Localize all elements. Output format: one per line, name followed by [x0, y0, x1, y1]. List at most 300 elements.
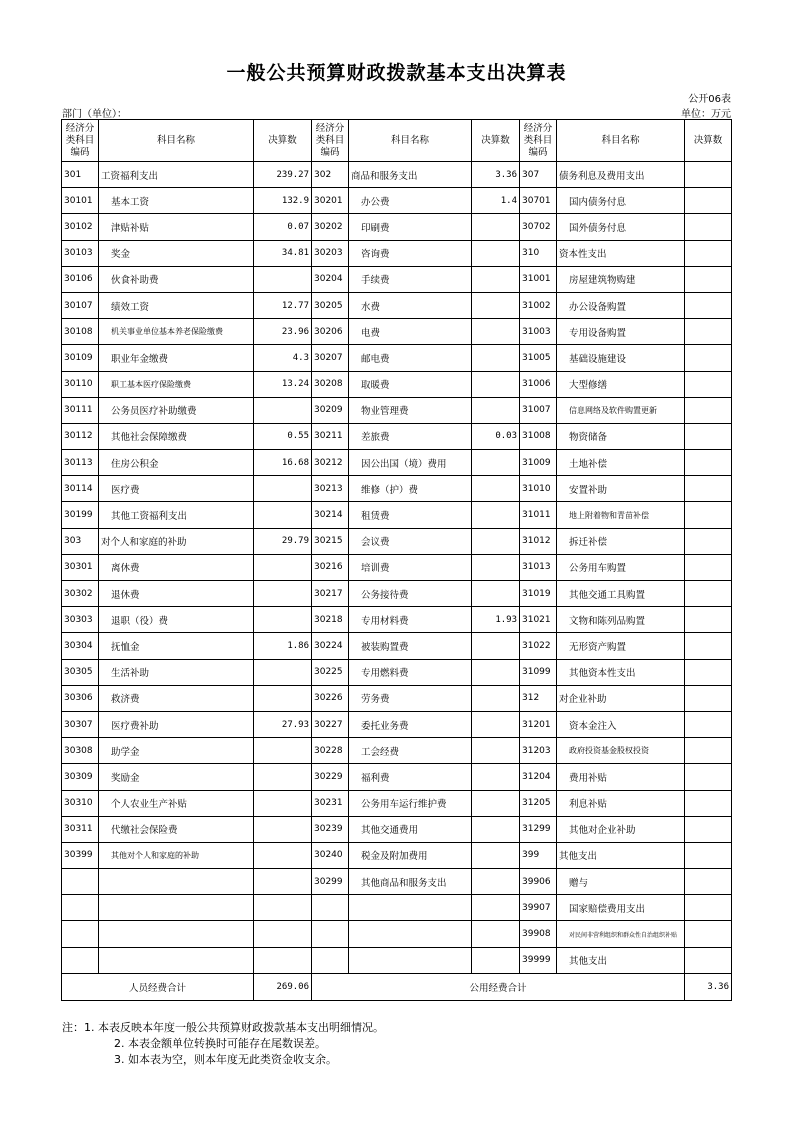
item-code: 39906	[520, 869, 557, 895]
item-amount	[472, 711, 520, 737]
item-amount	[472, 502, 520, 528]
item-name: 对企业补助	[557, 685, 685, 711]
item-code: 31019	[520, 581, 557, 607]
item-amount: 16.68	[254, 450, 312, 476]
item-name: 国内债务付息	[557, 188, 685, 214]
header-name-1: 科目名称	[99, 120, 254, 162]
item-code: 31001	[520, 266, 557, 292]
item-code: 31201	[520, 711, 557, 737]
item-code: 30112	[62, 423, 99, 449]
item-code: 30205	[312, 292, 349, 318]
item-amount: 34.81	[254, 240, 312, 266]
header-amount-2: 决算数	[472, 120, 520, 162]
item-code	[62, 947, 99, 973]
item-name	[99, 895, 254, 921]
item-name: 福利费	[349, 764, 472, 790]
item-name: 专用材料费	[349, 607, 472, 633]
item-name: 培训费	[349, 554, 472, 580]
table-row	[62, 869, 732, 895]
item-code: 30299	[312, 869, 349, 895]
table-row	[62, 319, 732, 345]
table-row	[62, 266, 732, 292]
table-row	[62, 162, 732, 188]
item-code: 30102	[62, 214, 99, 240]
header-name-3: 科目名称	[557, 120, 685, 162]
item-code	[312, 921, 349, 947]
item-name: 对民间非营利组织和群众性自治组织补贴	[557, 921, 685, 947]
item-name: 公务用车购置	[557, 554, 685, 580]
table-row	[62, 947, 732, 973]
table-row	[62, 371, 732, 397]
item-code: 30310	[62, 790, 99, 816]
item-name: 助学金	[99, 738, 254, 764]
item-code: 31011	[520, 502, 557, 528]
item-amount	[685, 423, 732, 449]
item-name: 信息网络及软件购置更新	[557, 397, 685, 423]
item-name: 债务利息及费用支出	[557, 162, 685, 188]
table-row	[62, 607, 732, 633]
table-row	[62, 816, 732, 842]
item-name: 文物和陈列品购置	[557, 607, 685, 633]
table-row	[62, 895, 732, 921]
item-code: 31099	[520, 659, 557, 685]
item-code: 30114	[62, 476, 99, 502]
item-name: 因公出国（境）费用	[349, 450, 472, 476]
table-row	[62, 345, 732, 371]
item-name: 其他对个人和家庭的补助	[99, 842, 254, 868]
table-row	[62, 554, 732, 580]
item-name: 公务用车运行维护费	[349, 790, 472, 816]
item-code: 31009	[520, 450, 557, 476]
item-name	[99, 869, 254, 895]
item-name	[349, 921, 472, 947]
item-code: 30301	[62, 554, 99, 580]
item-code: 31002	[520, 292, 557, 318]
item-code: 30304	[62, 633, 99, 659]
item-name: 商品和服务支出	[349, 162, 472, 188]
item-name: 差旅费	[349, 423, 472, 449]
item-amount: 0.07	[254, 214, 312, 240]
item-code: 30206	[312, 319, 349, 345]
item-name	[99, 921, 254, 947]
item-amount	[472, 738, 520, 764]
item-code: 307	[520, 162, 557, 188]
item-name: 劳务费	[349, 685, 472, 711]
item-amount	[685, 188, 732, 214]
item-amount	[685, 162, 732, 188]
table-row	[62, 685, 732, 711]
item-name: 资本性支出	[557, 240, 685, 266]
item-code: 30302	[62, 581, 99, 607]
item-code: 30107	[62, 292, 99, 318]
item-name: 国外债务付息	[557, 214, 685, 240]
item-amount	[685, 502, 732, 528]
table-row	[62, 450, 732, 476]
item-code: 30211	[312, 423, 349, 449]
item-code: 31013	[520, 554, 557, 580]
item-code: 31299	[520, 816, 557, 842]
table-row	[62, 633, 732, 659]
item-amount	[472, 869, 520, 895]
item-name: 维修（护）费	[349, 476, 472, 502]
item-amount	[254, 790, 312, 816]
item-code: 302	[312, 162, 349, 188]
item-code: 30231	[312, 790, 349, 816]
item-name: 政府投资基金股权投资	[557, 738, 685, 764]
item-name: 代缴社会保险费	[99, 816, 254, 842]
item-code: 30399	[62, 842, 99, 868]
totals-row	[62, 973, 732, 1000]
item-amount	[254, 554, 312, 580]
public-total-value: 3.36	[685, 973, 732, 1000]
item-name: 办公费	[349, 188, 472, 214]
item-name: 离休费	[99, 554, 254, 580]
item-amount	[685, 790, 732, 816]
item-code: 31203	[520, 738, 557, 764]
item-amount	[472, 397, 520, 423]
item-name: 工资福利支出	[99, 162, 254, 188]
item-amount	[472, 685, 520, 711]
item-name: 税金及附加费用	[349, 842, 472, 868]
item-code: 30209	[312, 397, 349, 423]
item-amount	[254, 947, 312, 973]
item-amount	[472, 292, 520, 318]
item-name	[99, 947, 254, 973]
item-name: 水费	[349, 292, 472, 318]
item-code	[62, 895, 99, 921]
item-amount	[472, 842, 520, 868]
item-amount: 3.36	[472, 162, 520, 188]
item-amount	[685, 921, 732, 947]
item-name: 津贴补贴	[99, 214, 254, 240]
item-code: 30701	[520, 188, 557, 214]
item-name: 房屋建筑物购建	[557, 266, 685, 292]
item-amount	[254, 502, 312, 528]
item-amount	[472, 816, 520, 842]
note-2: 2. 本表金额单位转换时可能存在尾数误差。	[114, 1037, 326, 1050]
public-total-label: 公用经费合计	[312, 973, 685, 1000]
item-amount	[254, 607, 312, 633]
item-amount: 13.24	[254, 371, 312, 397]
item-code: 30113	[62, 450, 99, 476]
item-amount	[472, 528, 520, 554]
item-amount	[685, 947, 732, 973]
item-name: 退职（役）费	[99, 607, 254, 633]
item-amount	[685, 607, 732, 633]
item-amount	[685, 554, 732, 580]
item-code: 301	[62, 162, 99, 188]
header-amount-3: 决算数	[685, 120, 732, 162]
item-name: 职业年金缴费	[99, 345, 254, 371]
item-name: 利息补贴	[557, 790, 685, 816]
item-amount: 4.3	[254, 345, 312, 371]
item-amount	[472, 345, 520, 371]
note-1: 注：1. 本表反映本年度一般公共预算财政拨款基本支出明细情况。	[62, 1021, 384, 1034]
item-amount	[254, 921, 312, 947]
item-name: 医疗费	[99, 476, 254, 502]
item-name	[349, 895, 472, 921]
item-name: 土地补偿	[557, 450, 685, 476]
item-amount	[254, 764, 312, 790]
page-title: 一般公共预算财政拨款基本支出决算表	[226, 62, 567, 84]
item-name: 医疗费补助	[99, 711, 254, 737]
item-amount	[685, 869, 732, 895]
item-amount	[472, 790, 520, 816]
item-amount	[685, 633, 732, 659]
header-amount-1: 决算数	[254, 120, 312, 162]
item-code: 30110	[62, 371, 99, 397]
item-name: 公务员医疗补助缴费	[99, 397, 254, 423]
item-code: 31010	[520, 476, 557, 502]
item-name: 其他支出	[557, 842, 685, 868]
item-amount	[472, 633, 520, 659]
item-name: 物资储备	[557, 423, 685, 449]
table-row	[62, 581, 732, 607]
item-amount: 29.79	[254, 528, 312, 554]
item-code: 310	[520, 240, 557, 266]
item-amount	[685, 764, 732, 790]
item-code: 30308	[62, 738, 99, 764]
item-amount: 1.93	[472, 607, 520, 633]
item-amount	[254, 685, 312, 711]
table-row	[62, 528, 732, 554]
header-code-3: 经济分类科目编码	[520, 120, 557, 162]
item-name: 救济费	[99, 685, 254, 711]
note-3: 3. 如本表为空，则本年度无此类资金收支余。	[114, 1053, 337, 1066]
item-code	[62, 869, 99, 895]
table-row	[62, 790, 732, 816]
item-amount	[472, 371, 520, 397]
item-amount	[254, 397, 312, 423]
item-name: 抚恤金	[99, 633, 254, 659]
item-amount	[254, 895, 312, 921]
item-code: 30111	[62, 397, 99, 423]
item-amount	[254, 476, 312, 502]
item-code: 30215	[312, 528, 349, 554]
item-code: 31021	[520, 607, 557, 633]
item-code: 30208	[312, 371, 349, 397]
item-amount: 0.55	[254, 423, 312, 449]
item-code: 30311	[62, 816, 99, 842]
table-row	[62, 214, 732, 240]
item-name: 工会经费	[349, 738, 472, 764]
item-name: 国家赔偿费用支出	[557, 895, 685, 921]
item-amount	[685, 816, 732, 842]
item-code: 31005	[520, 345, 557, 371]
item-code: 303	[62, 528, 99, 554]
item-code: 30225	[312, 659, 349, 685]
item-code: 30305	[62, 659, 99, 685]
item-code: 31008	[520, 423, 557, 449]
item-code: 30216	[312, 554, 349, 580]
item-amount	[472, 450, 520, 476]
item-amount: 1.4	[472, 188, 520, 214]
expenditure-table	[61, 119, 732, 1001]
item-amount	[685, 528, 732, 554]
unit-label: 单位：万元	[681, 109, 731, 120]
item-amount	[685, 266, 732, 292]
item-code: 30103	[62, 240, 99, 266]
table-row	[62, 423, 732, 449]
item-name: 其他交通费用	[349, 816, 472, 842]
item-amount	[685, 476, 732, 502]
item-amount	[685, 345, 732, 371]
item-code: 312	[520, 685, 557, 711]
item-amount	[685, 895, 732, 921]
item-amount: 132.9	[254, 188, 312, 214]
item-code: 30109	[62, 345, 99, 371]
item-name	[349, 947, 472, 973]
personnel-total-label: 人员经费合计	[62, 973, 254, 1000]
item-code: 39908	[520, 921, 557, 947]
item-amount	[472, 554, 520, 580]
item-name: 公务接待费	[349, 581, 472, 607]
item-code	[312, 947, 349, 973]
item-name: 专用燃料费	[349, 659, 472, 685]
header-code-1: 经济分类科目编码	[62, 120, 99, 162]
table-row	[62, 397, 732, 423]
item-amount	[685, 319, 732, 345]
item-name: 赠与	[557, 869, 685, 895]
item-code: 30307	[62, 711, 99, 737]
table-row	[62, 240, 732, 266]
item-code: 30228	[312, 738, 349, 764]
item-name: 奖金	[99, 240, 254, 266]
item-amount: 239.27	[254, 162, 312, 188]
item-code: 31006	[520, 371, 557, 397]
item-code: 30108	[62, 319, 99, 345]
item-name: 其他对企业补助	[557, 816, 685, 842]
item-name: 咨询费	[349, 240, 472, 266]
item-amount	[472, 764, 520, 790]
item-name: 其他工资福利支出	[99, 502, 254, 528]
item-name: 费用补贴	[557, 764, 685, 790]
item-name: 邮电费	[349, 345, 472, 371]
item-amount	[685, 685, 732, 711]
item-amount	[685, 450, 732, 476]
item-code: 30214	[312, 502, 349, 528]
item-name: 奖励金	[99, 764, 254, 790]
item-name: 退休费	[99, 581, 254, 607]
item-amount	[685, 842, 732, 868]
item-amount	[685, 659, 732, 685]
item-code: 30212	[312, 450, 349, 476]
item-amount	[685, 214, 732, 240]
item-code: 30239	[312, 816, 349, 842]
item-name: 生活补助	[99, 659, 254, 685]
item-name: 专用设备购置	[557, 319, 685, 345]
header-name-2: 科目名称	[349, 120, 472, 162]
item-name: 基本工资	[99, 188, 254, 214]
item-name: 取暖费	[349, 371, 472, 397]
table-row	[62, 502, 732, 528]
item-name: 会议费	[349, 528, 472, 554]
item-code: 30207	[312, 345, 349, 371]
item-code: 30306	[62, 685, 99, 711]
item-name: 被装购置费	[349, 633, 472, 659]
item-name: 住房公积金	[99, 450, 254, 476]
item-amount	[472, 581, 520, 607]
item-amount	[254, 816, 312, 842]
item-amount	[472, 921, 520, 947]
item-name: 绩效工资	[99, 292, 254, 318]
item-code: 30199	[62, 502, 99, 528]
item-name: 地上附着物和青苗补偿	[557, 502, 685, 528]
item-name: 无形资产购置	[557, 633, 685, 659]
table-row	[62, 711, 732, 737]
table-row	[62, 842, 732, 868]
item-name: 安置补助	[557, 476, 685, 502]
item-amount	[254, 659, 312, 685]
item-amount	[472, 214, 520, 240]
item-code: 30204	[312, 266, 349, 292]
item-code: 30106	[62, 266, 99, 292]
item-amount	[254, 738, 312, 764]
item-name: 其他资本性支出	[557, 659, 685, 685]
item-code: 30101	[62, 188, 99, 214]
item-amount	[254, 842, 312, 868]
item-code: 30201	[312, 188, 349, 214]
table-row	[62, 476, 732, 502]
table-row	[62, 659, 732, 685]
item-code: 31012	[520, 528, 557, 554]
item-name: 委托业务费	[349, 711, 472, 737]
item-amount	[685, 711, 732, 737]
item-name: 基础设施建设	[557, 345, 685, 371]
item-code	[62, 921, 99, 947]
item-code: 31007	[520, 397, 557, 423]
item-amount	[685, 738, 732, 764]
item-amount	[472, 240, 520, 266]
item-name: 其他交通工具购置	[557, 581, 685, 607]
item-amount	[254, 581, 312, 607]
item-name: 其他社会保障缴费	[99, 423, 254, 449]
item-amount	[472, 895, 520, 921]
item-name: 手续费	[349, 266, 472, 292]
item-amount	[472, 476, 520, 502]
item-code: 30229	[312, 764, 349, 790]
item-amount	[472, 319, 520, 345]
item-name: 租赁费	[349, 502, 472, 528]
item-amount	[685, 292, 732, 318]
item-name: 印刷费	[349, 214, 472, 240]
item-amount: 23.96	[254, 319, 312, 345]
item-amount: 12.77	[254, 292, 312, 318]
table-row	[62, 738, 732, 764]
table-row	[62, 921, 732, 947]
item-code: 399	[520, 842, 557, 868]
item-name: 物业管理费	[349, 397, 472, 423]
personnel-total-value: 269.06	[254, 973, 312, 1000]
item-code: 30213	[312, 476, 349, 502]
item-code: 39907	[520, 895, 557, 921]
table-row	[62, 188, 732, 214]
item-code: 31003	[520, 319, 557, 345]
header-code-2: 经济分类科目编码	[312, 120, 349, 162]
item-code: 31204	[520, 764, 557, 790]
item-amount	[685, 581, 732, 607]
item-name: 其他商品和服务支出	[349, 869, 472, 895]
item-code	[312, 895, 349, 921]
item-amount	[254, 266, 312, 292]
item-amount	[254, 869, 312, 895]
item-code: 30203	[312, 240, 349, 266]
item-amount	[685, 240, 732, 266]
item-amount	[685, 397, 732, 423]
item-amount: 1.86	[254, 633, 312, 659]
item-name: 个人农业生产补贴	[99, 790, 254, 816]
item-amount	[472, 947, 520, 973]
